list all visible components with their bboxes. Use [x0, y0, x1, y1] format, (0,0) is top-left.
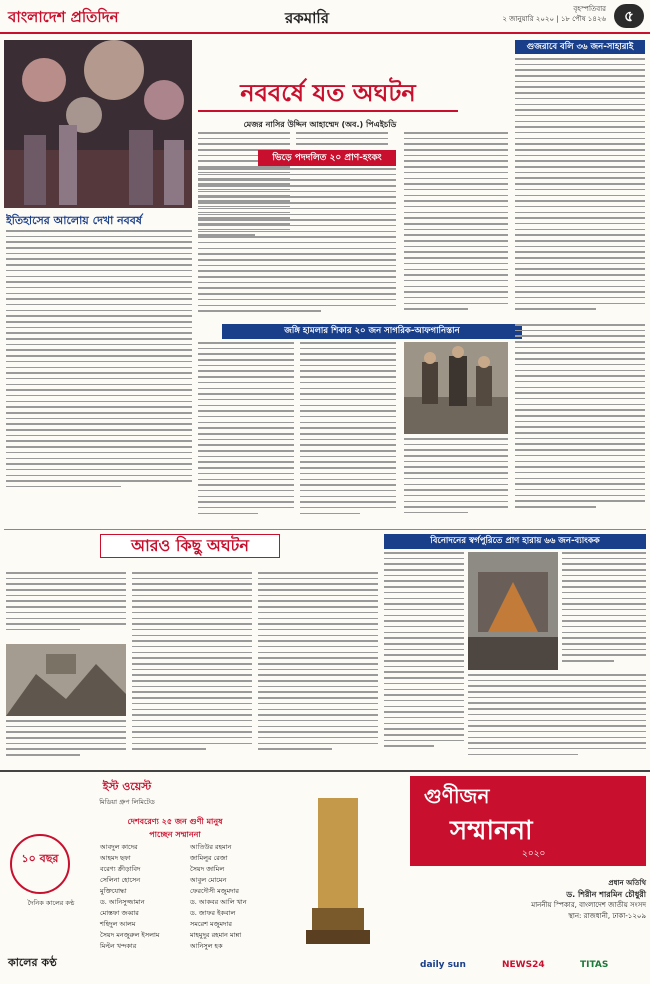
ad-name: সৈয়দ মনজুরুল ইসলাম — [100, 931, 160, 939]
masthead-logo: বাংলাদেশ প্রতিদিন — [8, 8, 119, 26]
ad-names-left — [100, 842, 190, 952]
sponsor-news24: NEWS24 — [502, 960, 545, 970]
fireworks-photo — [4, 40, 192, 208]
sponsor-titas: TITAS — [580, 960, 609, 970]
ad-org-sub: মিডিয়া গ্রুপ লিমিটেড — [99, 798, 155, 806]
guest-label: প্রধান অতিথি — [608, 879, 646, 887]
history-title: ইতিহাসের আলোয় দেখা নববর্ষ — [6, 214, 142, 227]
stampede-body — [198, 168, 396, 318]
anniversary-sub: দৈনিক কালের কণ্ঠ — [27, 899, 75, 907]
lead-title-underline — [198, 108, 458, 114]
ad-name: সেলিনা হোসেন — [100, 876, 141, 884]
fire-photo — [468, 552, 558, 670]
jongi-body-col1 — [198, 342, 294, 524]
more-body-col2 — [132, 572, 252, 762]
ad-org-logo — [72, 778, 182, 808]
entertainment-body-col3 — [468, 674, 646, 762]
trophy-image — [298, 778, 378, 958]
ad-names-right — [190, 842, 290, 952]
anniversary-badge — [10, 834, 70, 894]
dateline-date: ২ জানুয়ারি ২০২০ | ১৮ পৌষ ১৪২৬ — [502, 15, 606, 23]
ad-name: ড. জাফর ইকবাল — [190, 909, 236, 917]
ad-name: ড. আনিসুজ্জামান — [100, 898, 145, 906]
lead-body-col3 — [404, 132, 508, 318]
right-col-continue — [515, 324, 645, 524]
more-body-col1 — [6, 572, 126, 642]
ad-name: মিল্টন খন্দকার — [100, 942, 137, 950]
history-body — [6, 230, 192, 510]
ad-name: সমরেশ মজুমদার — [190, 920, 232, 928]
ad-name: সৈয়দ জামিল — [190, 865, 225, 873]
guest-block — [410, 878, 646, 922]
ad-name: বরেণ্য ক্রীড়াবিদ — [100, 865, 141, 873]
dateline — [502, 4, 606, 24]
ad-name: আহমদ ছফা — [100, 854, 131, 862]
stampede-title: ভিড়ে পদদলিত ২০ প্রাণ-হংকং — [258, 150, 396, 166]
anniversary-number: ১০ বছর — [21, 852, 59, 865]
jongi-body-col2 — [300, 342, 396, 524]
gujarat-body — [515, 58, 645, 320]
sponsor-strip — [410, 954, 646, 978]
ad-award-line-1: দেশবরেণ্য ২৫ জন গুণী মানুষ — [127, 817, 223, 826]
dateline-day: বৃহস্পতিবার — [573, 5, 606, 13]
ad-name: ফেরদৌসী মজুমদার — [190, 887, 239, 895]
ad-name: আতিউর রহমান — [190, 843, 232, 851]
entertainment-body-col2 — [562, 552, 646, 670]
byline: মেজর নাসির উদ্দিন আহাম্মেদ (অব.) পিএইচডি — [243, 120, 397, 129]
program-title: গুণীজন — [424, 784, 490, 808]
ad-name: মাহমুদুর রহমান মান্না — [190, 931, 242, 939]
page-number: ৫ — [614, 4, 644, 28]
ad-org-name: ইস্ট ওয়েস্ট — [102, 780, 152, 793]
ad-name: আনিসুল হক — [190, 942, 223, 950]
guest-title: মাননীয় স্পিকার, বাংলাদেশ জাতীয় সংসদ — [531, 901, 646, 909]
entertainment-body-col1 — [384, 552, 464, 762]
ad-award-line — [100, 816, 250, 842]
ad-name: জামিলুর রেজা — [190, 854, 228, 862]
jongi-body-col3 — [404, 438, 508, 524]
lead-title: নববর্ষে যত অঘটন — [240, 78, 416, 107]
jongi-title: জঙ্গি হামলার শিকার ২০ জন সাগরিক-আফগানিস্তান — [222, 324, 522, 339]
ad-name: শহিদুল আলম — [100, 920, 136, 928]
ad-name: মোস্তফা জব্বার — [100, 909, 139, 917]
more-body-col3 — [258, 572, 378, 762]
jongi-photo — [404, 342, 508, 434]
guest-name: ড. শিরীন শারমিন চৌধুরী — [566, 890, 646, 899]
ad-name: ড. আকবর আলি খান — [190, 898, 247, 906]
ad-name: মুক্তিযোদ্ধা — [100, 887, 127, 895]
more-title: আরও কিছু অঘটন — [100, 534, 280, 558]
section-title: রকমারি — [285, 9, 329, 27]
entertainment-title: বিনোদনের স্বর্গপুরিতে প্রাণ হারায় ৬৬ জন-ব্যাংকক — [384, 534, 646, 549]
ad-award-line-2: পাচ্ছেন সম্মাননা — [149, 830, 201, 839]
program-word: সম্মাননা — [450, 816, 533, 846]
kaler-kantho-logo: কালের কণ্ঠ — [8, 956, 57, 969]
ad-name: আবদুল কাদের — [100, 843, 138, 851]
section-divider — [0, 528, 650, 532]
program-panel — [410, 776, 646, 866]
page-header — [0, 0, 650, 34]
sponsor-daily-sun: daily sun — [420, 960, 466, 970]
more-body-col1b — [6, 720, 126, 764]
program-year: ২০২০ — [522, 849, 546, 859]
ad-name: আবুল মোমেন — [190, 876, 227, 884]
award-advertisement — [0, 770, 650, 984]
debris-photo — [6, 644, 126, 716]
lead-body-col2 — [296, 132, 388, 152]
gujarat-title: গুজরাবে বলি ৩৬ জন-সাহারাই — [515, 40, 645, 54]
venue: স্থান: রাজধানী, ঢাকা-১২০৯ — [568, 912, 646, 920]
